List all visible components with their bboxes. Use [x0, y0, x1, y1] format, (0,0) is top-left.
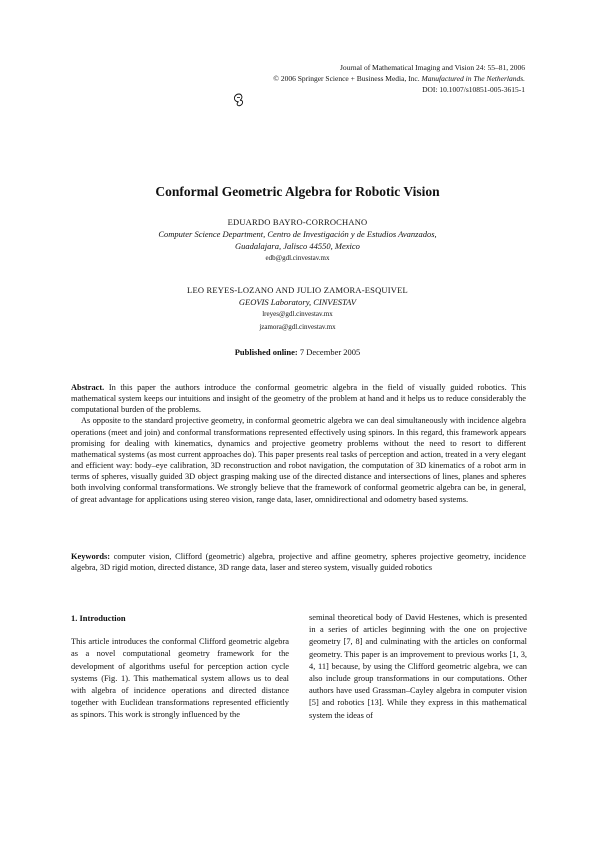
copyright-line [273, 73, 525, 84]
keywords-text: computer vision, Clifford (geometric) algebra, projective and affine geometry, spheres projective geometry, incidence algebra, 3D rigid motion, directed distance, 3D range data, laser and stereo system, visually guided robotics [71, 552, 526, 573]
abstract-paragraph-1 [71, 382, 526, 415]
copyright-text: © 2006 Springer Science + Business Media, Inc. [273, 74, 422, 83]
abstract [71, 382, 526, 505]
author-names: LEO REYES-LOZANO AND JULIO ZAMORA-ESQUIVEL [187, 285, 408, 295]
keywords-label: Keywords: [71, 552, 111, 561]
author-block-2 [0, 284, 595, 334]
author-name: EDUARDO BAYRO-CORROCHANO [227, 217, 368, 227]
journal-citation: Journal of Mathematical Imaging and Vision 24: 55–81, 2006 [339, 63, 525, 72]
published-date: 7 December 2005 [297, 347, 361, 357]
section-heading: 1. Introduction [71, 613, 126, 623]
author-affiliation: GEOVIS Laboratory, CINVESTAV [238, 297, 357, 307]
author-affiliation-line1: Computer Science Department, Centro de Investigación y de Estudios Avanzados, [158, 229, 437, 239]
intro-paragraph-right: seminal theoretical body of David Hestenes, which is presented in a series of articles beginning with the one on projective geometry [7, 8] and culminating with the articles on conformal geometry. This paper is an improvement to previous works [1, 3, 4, 11] because, by using the Clifford geometric algebra, we can also include group transformations in our computations. Other authors have used Grassman–Cayley algebra in computer vision [5] and robotics [13]. While they express in this mathematical system the ideas of [309, 613, 527, 720]
abstract-label: Abstract. [71, 383, 105, 392]
author-email-2[interactable]: jzamora@gdl.cinvestav.mx [259, 323, 336, 331]
published-label: Published online: [234, 347, 298, 357]
author-email[interactable]: edb@gdl.cinvestav.mx [265, 254, 330, 262]
manufactured-note: Manufactured in The Netherlands. [421, 74, 525, 83]
published-online [0, 347, 595, 357]
paper-title: Conformal Geometric Algebra for Robotic Vision [155, 184, 440, 199]
intro-paragraph-left: This article introduces the conformal Clifford geometric algebra as a novel computational geometry framework for the development of algorithms useful for perception action cycle systems (Fig. 1). This mathematical system allows us to deal with algebra of incidence operations and directed distance together with Euclidean transformations represented efficiently as spinors. This work is strongly influenced by the [71, 637, 289, 720]
author-affiliation-line2: Guadalajara, Jalisco 44550, Mexico [235, 241, 360, 251]
author-email-1[interactable]: lreyes@gdl.cinvestav.mx [262, 310, 333, 318]
doi-line: DOI: 10.1007/s10851-005-3615-1 [422, 85, 525, 94]
author-block-1 [0, 216, 595, 265]
abstract-paragraph-2: As opposite to the standard projective geometry, in conformal geometric algebra we can deal simultaneously with incidence algebra operations (meet and join) and conformal transformations represented effectively using spinors. In this regard, this framework appears promising for dealing with kinematics, dynamics and projective geometry problems without the need to resort to different mathematical systems (as most current approaches do). This paper presents real tasks of perception and action, treated in a very elegant and efficient way: body–eye calibration, 3D reconstruction and robot navigation, the computation of 3D kinematics of a robot arm in terms of spheres, visually guided 3D object grasping making use of the directed distance and intersections of lines, planes and spheres both involving conformal transformations. We strongly believe that the framework of conformal geometric algebra can be, in general, of great advantage for applications using stereo vision, range data, laser, omnidirectional and odometry based systems. [71, 416, 526, 504]
springer-logo-icon [232, 93, 246, 107]
journal-header [273, 62, 525, 95]
column-left [71, 612, 289, 722]
abstract-text-1: In this paper the authors introduce the conformal geometric algebra in the field of visually guided robotics. This mathematical system keeps our intuitions and insight of the geometry of the problem at hand and it helps us to reduce considerably the computational burden of the problems. [71, 383, 526, 415]
column-right [309, 612, 527, 722]
keywords [71, 551, 526, 573]
